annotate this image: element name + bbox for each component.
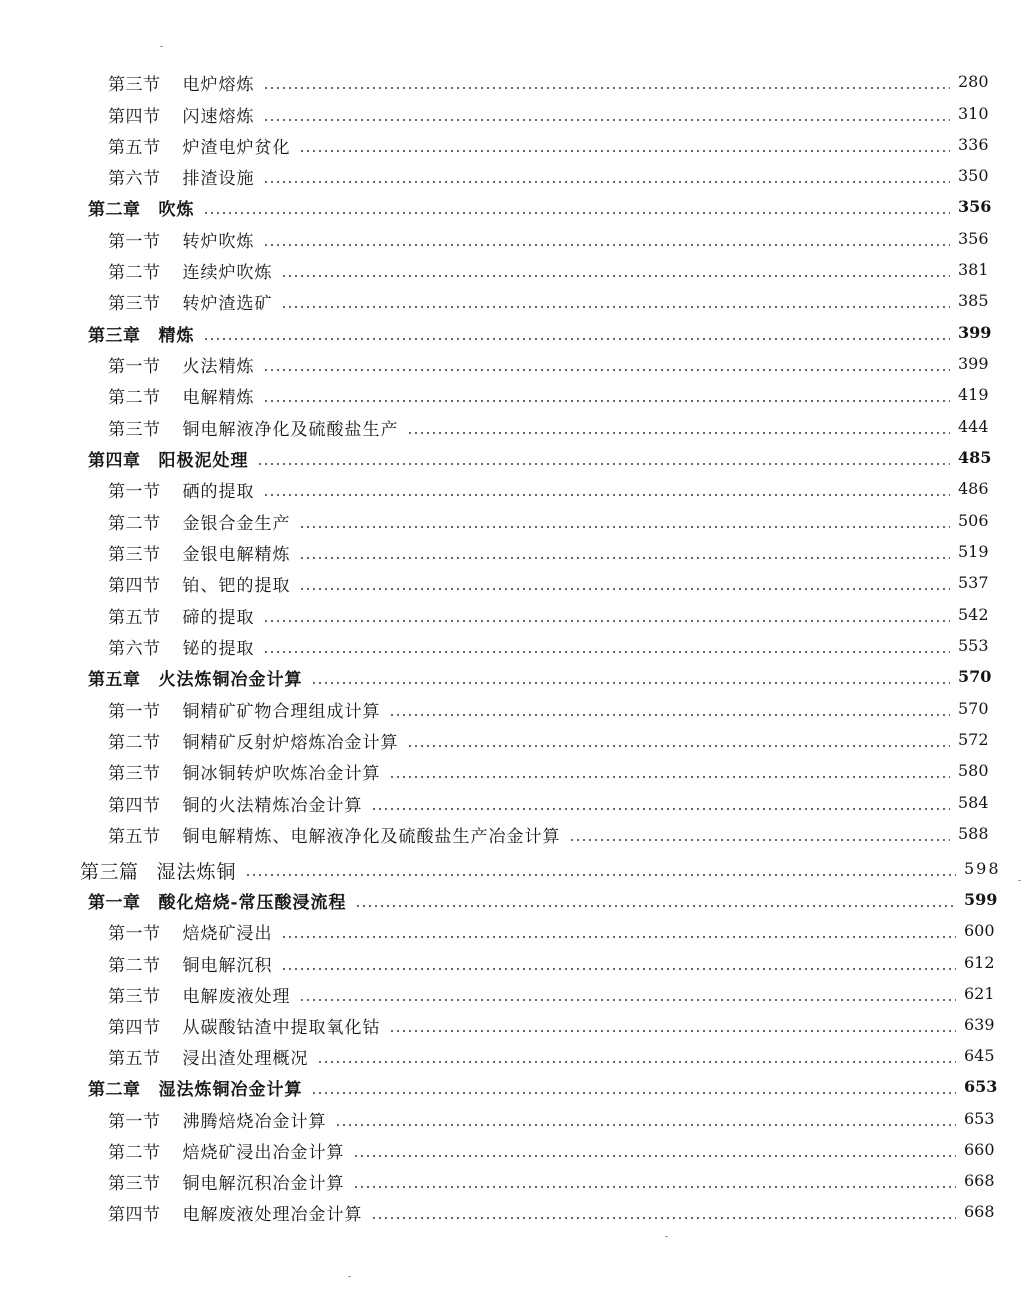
toc-section-entry [0,697,1034,727]
toc-section-entry [0,728,1034,758]
toc-entry-page-number: 653 [964,1077,998,1096]
toc-section-entry [0,791,1034,821]
dot-leader [299,150,951,152]
toc-entry-title: 铜电解液净化及硫酸盐生产 [182,420,399,440]
dot-leader [299,588,951,590]
toc-entry-page-number: 598 [964,859,1001,878]
toc-entry-label: 第一节 [108,1112,161,1132]
toc-entry-title: 铜电解沉积冶金计算 [182,1174,345,1194]
toc-entry-title: 金银电解精炼 [182,545,291,565]
toc-entry-page-number: 280 [958,72,989,91]
toc-entry-page-number: 506 [958,511,989,530]
scan-speck [665,1236,668,1237]
toc-section-entry [0,1013,1034,1043]
toc-entry-page-number: 653 [964,1109,995,1128]
dot-leader [371,808,951,810]
dot-leader [263,494,951,496]
toc-entry-page-number: 668 [964,1171,995,1190]
toc-entry-title: 铜精矿反射炉熔炼冶金计算 [182,733,399,753]
dot-leader [203,212,951,214]
dot-leader [257,463,951,465]
dot-leader [263,87,951,89]
dot-leader [299,557,951,559]
toc-section-entry [0,70,1034,100]
toc-entry-label: 第三节 [108,764,161,784]
toc-entry-title: 电解废液处理冶金计算 [182,1205,363,1225]
toc-entry-title: 铂、钯的提取 [182,576,291,596]
toc-entry-title: 沸腾焙烧冶金计算 [182,1112,327,1132]
toc-entry-page-number: 660 [964,1140,995,1159]
toc-entry-label: 第一节 [108,924,161,944]
dot-leader [569,839,951,841]
toc-entry-page-number: 350 [958,166,989,185]
toc-section-entry [0,603,1034,633]
toc-section-entry [0,227,1034,257]
toc-entry-title: 连续炉吹炼 [182,263,273,283]
toc-section-entry [0,352,1034,382]
toc-entry-title: 铜的火法精炼冶金计算 [182,796,363,816]
toc-part-entry [0,857,1034,887]
toc-entry-title: 电解精炼 [182,388,255,408]
toc-chapter-entry [0,446,1034,476]
toc-chapter-entry [0,888,1034,918]
toc-section-entry [0,1200,1034,1230]
toc-section-entry [0,1169,1034,1199]
dot-leader [311,682,951,684]
toc-section-entry [0,982,1034,1012]
toc-section-entry [0,258,1034,288]
dot-leader [245,874,956,876]
toc-entry-label: 第一节 [108,232,161,252]
toc-entry-label: 第四节 [108,1018,161,1038]
scan-speck [160,46,163,47]
toc-section-entry [0,164,1034,194]
dot-leader [353,1186,957,1188]
toc-entry-page-number: 600 [964,921,995,940]
toc-entry-page-number: 584 [958,793,989,812]
toc-section-entry [0,822,1034,852]
dot-leader [407,432,951,434]
toc-entry-label: 第三节 [108,294,161,314]
toc-entry-page-number: 399 [958,323,992,342]
toc-section-entry [0,289,1034,319]
toc-entry-page-number: 621 [964,984,995,1003]
toc-entry-title: 吹炼 [158,200,195,220]
toc-entry-title: 精炼 [158,326,195,346]
toc-entry-title: 阳极泥处理 [158,451,249,471]
scan-speck [1018,880,1021,881]
toc-entry-label: 第六节 [108,639,161,659]
toc-entry-label: 第四章 [88,451,141,471]
dot-leader [407,745,951,747]
toc-section-entry [0,383,1034,413]
dot-leader [317,1061,957,1063]
toc-chapter-entry [0,665,1034,695]
toc-entry-page-number: 542 [958,605,989,624]
toc-entry-title: 焙烧矿浸出 [182,924,273,944]
dot-leader [311,1092,957,1094]
dot-leader [299,526,951,528]
toc-entry-label: 第一节 [108,357,161,377]
toc-entry-label: 第五节 [108,827,161,847]
toc-section-entry [0,102,1034,132]
toc-entry-label: 第四节 [108,796,161,816]
dot-leader [203,338,951,340]
toc-entry-page-number: 419 [958,385,989,404]
dot-leader [263,651,951,653]
toc-section-entry [0,759,1034,789]
toc-entry-title: 铜冰铜转炉吹炼冶金计算 [182,764,381,784]
toc-entry-page-number: 444 [958,417,989,436]
toc-entry-page-number: 537 [958,573,989,592]
toc-entry-page-number: 356 [958,229,989,248]
dot-leader [263,119,951,121]
toc-entry-title: 转炉吹炼 [182,232,255,252]
toc-section-entry [0,951,1034,981]
dot-leader [263,620,951,622]
toc-section-entry [0,133,1034,163]
toc-entry-label: 第五节 [108,1049,161,1069]
toc-entry-title: 转炉渣选矿 [182,294,273,314]
toc-entry-page-number: 645 [964,1046,995,1065]
toc-entry-title: 火法精炼 [182,357,255,377]
toc-entry-label: 第五章 [88,670,141,690]
dot-leader [263,181,951,183]
toc-entry-page-number: 356 [958,197,992,216]
toc-entry-title: 碲的提取 [182,608,255,628]
toc-entry-page-number: 385 [958,291,989,310]
toc-entry-page-number: 570 [958,699,989,718]
toc-entry-label: 第四节 [108,576,161,596]
dot-leader [389,776,951,778]
toc-entry-title: 火法炼铜冶金计算 [158,670,303,690]
toc-entry-label: 第三节 [108,545,161,565]
toc-entry-label: 第二节 [108,263,161,283]
toc-entry-title: 酸化焙烧-常压酸浸流程 [158,893,347,913]
toc-section-entry [0,1044,1034,1074]
toc-section-entry [0,1138,1034,1168]
toc-entry-title: 闪速熔炼 [182,107,255,127]
toc-entry-label: 第三节 [108,1174,161,1194]
toc-entry-label: 第二节 [108,1143,161,1163]
toc-entry-page-number: 485 [958,448,992,467]
toc-entry-page-number: 588 [958,824,989,843]
toc-entry-title: 焙烧矿浸出冶金计算 [182,1143,345,1163]
toc-entry-label: 第三节 [108,987,161,1007]
toc-entry-page-number: 572 [958,730,989,749]
dot-leader [281,275,951,277]
toc-entry-title: 金银合金生产 [182,514,291,534]
toc-entry-label: 第二节 [108,733,161,753]
toc-chapter-entry [0,1075,1034,1105]
toc-entry-page-number: 399 [958,354,989,373]
toc-entry-page-number: 553 [958,636,989,655]
dot-leader [335,1124,957,1126]
toc-entry-page-number: 668 [964,1202,995,1221]
toc-entry-page-number: 310 [958,104,989,123]
dot-leader [263,400,951,402]
toc-entry-title: 铜电解沉积 [182,956,273,976]
toc-entry-page-number: 570 [958,667,992,686]
toc-entry-page-number: 612 [964,953,995,972]
dot-leader [281,968,957,970]
toc-entry-label: 第二节 [108,388,161,408]
toc-entry-label: 第一节 [108,482,161,502]
toc-entry-title: 从碳酸钴渣中提取氧化钴 [182,1018,381,1038]
toc-entry-page-number: 486 [958,479,989,498]
toc-entry-title: 湿法炼铜 [156,861,237,883]
toc-section-entry [0,509,1034,539]
toc-section-entry [0,477,1034,507]
toc-entry-title: 电炉熔炼 [182,75,255,95]
toc-entry-label: 第五节 [108,138,161,158]
toc-section-entry [0,540,1034,570]
toc-entry-label: 第五节 [108,608,161,628]
toc-section-entry [0,1107,1034,1137]
toc-chapter-entry [0,195,1034,225]
dot-leader [263,244,951,246]
scan-speck [348,1276,351,1277]
dot-leader [281,306,951,308]
toc-entry-label: 第二章 [88,1080,141,1100]
toc-section-entry [0,571,1034,601]
toc-entry-label: 第二节 [108,956,161,976]
toc-entry-title: 铜精矿矿物合理组成计算 [182,702,381,722]
toc-entry-page-number: 580 [958,761,989,780]
toc-section-entry [0,919,1034,949]
toc-chapter-entry [0,321,1034,351]
toc-entry-title: 铜电解精炼、电解液净化及硫酸盐生产冶金计算 [182,827,561,847]
dot-leader [389,1030,957,1032]
dot-leader [389,714,951,716]
toc-entry-label: 第四节 [108,107,161,127]
dot-leader [263,369,951,371]
toc-entry-label: 第六节 [108,169,161,189]
toc-entry-label: 第一章 [88,893,141,913]
toc-entry-page-number: 381 [958,260,989,279]
toc-entry-title: 浸出渣处理概况 [182,1049,309,1069]
toc-entry-title: 湿法炼铜冶金计算 [158,1080,303,1100]
toc-entry-label: 第三节 [108,75,161,95]
toc-entry-title: 排渣设施 [182,169,255,189]
dot-leader [281,936,957,938]
dot-leader [355,905,956,907]
toc-entry-label: 第三章 [88,326,141,346]
toc-entry-page-number: 336 [958,135,989,154]
toc-entry-title: 炉渣电炉贫化 [182,138,291,158]
toc-entry-title: 电解废液处理 [182,987,291,1007]
toc-entry-label: 第三节 [108,420,161,440]
toc-section-entry [0,415,1034,445]
toc-entry-page-number: 599 [964,890,998,909]
toc-entry-title: 铋的提取 [182,639,255,659]
toc-section-entry [0,634,1034,664]
toc-entry-title: 硒的提取 [182,482,255,502]
toc-entry-label: 第三篇 [80,861,139,883]
toc-entry-page-number: 519 [958,542,989,561]
toc-entry-label: 第四节 [108,1205,161,1225]
toc-entry-label: 第二节 [108,514,161,534]
dot-leader [353,1155,957,1157]
dot-leader [299,999,957,1001]
dot-leader [371,1217,957,1219]
toc-entry-label: 第一节 [108,702,161,722]
toc-entry-label: 第二章 [88,200,141,220]
toc-entry-page-number: 639 [964,1015,995,1034]
